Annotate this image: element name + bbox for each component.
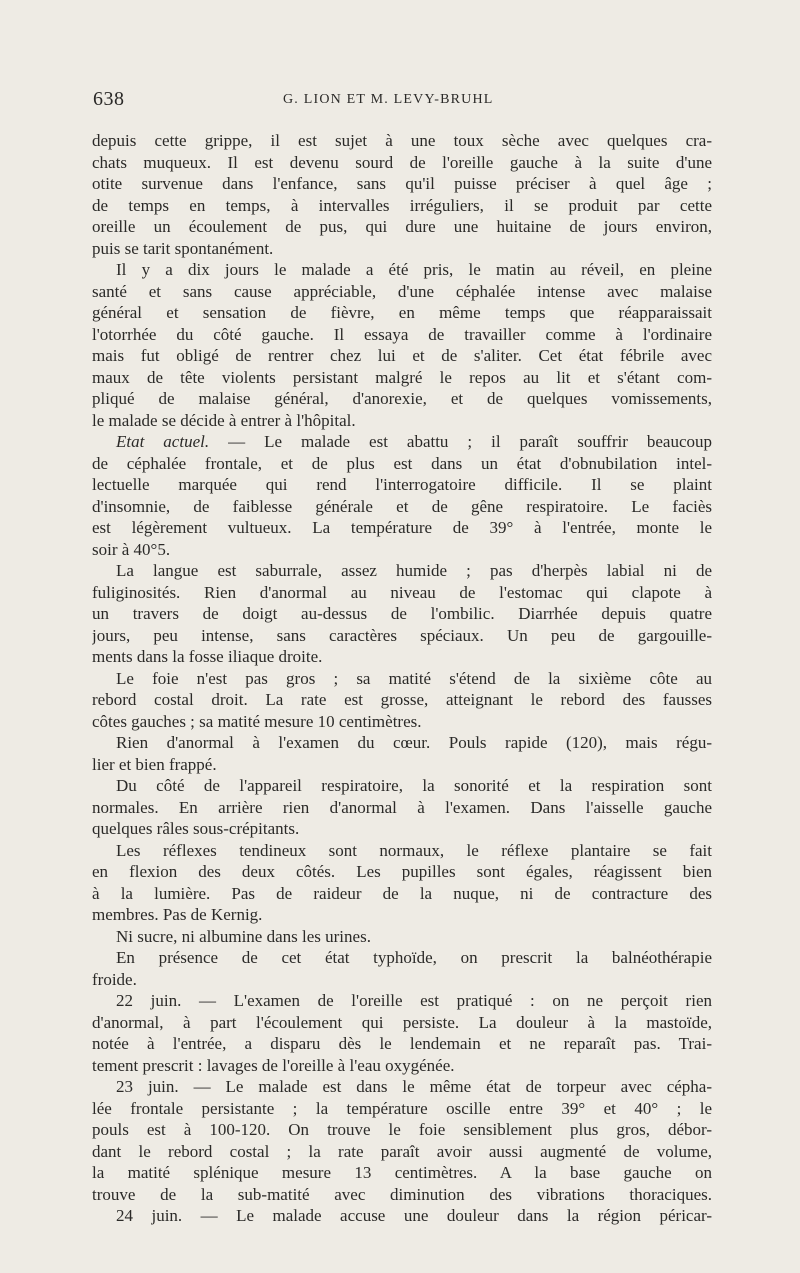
text-line [92,603,712,625]
text-line [92,560,712,582]
text-line [92,818,712,840]
text-line [92,969,712,991]
text-line-content: le malade se décide à entrer à l'hôpital. [92,410,356,430]
section-heading-italic: Etat actuel. [116,432,210,451]
text-line [92,1033,712,1055]
text-line-content: tement prescrit : lavages de l'oreille à l'eau oxygénée. [92,1055,455,1075]
text-line [92,732,712,754]
text-line [92,1184,712,1206]
text-line-content: est légèrement vultueux. La température de 39° à l'entrée, monte le [92,518,712,537]
text-line-content: maux de tête violents persistant malgré le repos au lit et s'étant com- [92,367,712,387]
text-line [92,431,712,453]
text-line [92,517,712,539]
text-line-content: La langue est saburrale, assez humide ; pas d'herpès labial ni de [116,561,712,580]
text-line-content: la matité splénique mesure 13 centimètres. A la base gauche on [92,1163,712,1182]
text-line-content: membres. Pas de Kernig. [92,905,263,924]
text-line [92,689,712,711]
text-line-content: froide. [92,969,137,989]
text-line-content: Il y a dix jours le malade a été pris, le matin au réveil, en pleine [116,260,712,279]
text-line [92,238,712,260]
text-line-content: en flexion des deux côtés. Les pupilles sont égales, réagissent bien [92,862,712,881]
text-line [92,775,712,797]
text-line [92,926,712,948]
text-line [92,1098,712,1120]
text-line-content: soir à 40°5. [92,539,171,559]
text-line [92,582,712,604]
text-line [92,1119,712,1141]
text-line [92,883,712,905]
text-line [92,625,712,647]
text-line-content: 23 juin. — Le malade est dans le même état de torpeur avec cépha- [116,1077,712,1096]
text-line [92,840,712,862]
running-head: G. LION ET M. LEVY-BRUHL [283,92,494,107]
text-line [92,410,712,432]
text-line [92,797,712,819]
text-line [92,1055,712,1077]
text-line-content: un travers de doigt au-dessus de l'ombilic. Diarrhée depuis quatre [92,604,712,623]
text-line-content: Du côté de l'appareil respiratoire, la sonorité et la respiration sont [116,776,712,795]
text-line [92,646,712,668]
text-line [92,367,712,389]
text-line-content: d'insomnie, de faiblesse générale et de gêne respiratoire. Le faciès [92,496,712,516]
text-line-content: côtes gauches ; sa matité mesure 10 centimètres. [92,711,422,731]
text-line-content: Rien d'anormal à l'examen du cœur. Pouls rapide (120), mais régu- [116,733,712,752]
text-line-content: 24 juin. — Le malade accuse une douleur dans la région péricar- [116,1206,712,1225]
text-line-content: 22 juin. — L'examen de l'oreille est pratiqué : on ne perçoit rien [116,991,712,1010]
text-line [92,388,712,410]
text-line [92,947,712,969]
text-line-content: trouve de la sub-matité avec diminution des vibrations thoraciques. [92,1184,712,1204]
text-line-content: ments dans la fosse iliaque droite. [92,647,323,666]
text-line-content: pouls est à 100-120. On trouve le foie sensiblement plus gros, débor- [92,1120,712,1139]
text-line-content: mais fut obligé de rentrer chez lui et de s'aliter. Cet état fébrile avec [92,346,712,365]
text-line [92,195,712,217]
text-line-content: à la lumière. Pas de raideur de la nuque, ni de contracture des [92,883,712,903]
text-line [92,130,712,152]
text-line-content: Ni sucre, ni albumine dans les urines. [116,926,371,946]
text-line [92,1076,712,1098]
text-line-content: — Le malade est abattu ; il paraît souffrir beaucoup [209,432,712,451]
text-line [92,453,712,475]
page-number: 638 [93,88,125,110]
text-line [92,281,712,303]
text-line-content: l'otorrhée du côté gauche. Il essaya de travailler comme à l'ordinaire [92,324,712,344]
text-line [92,152,712,174]
text-line-content: général et sensation de fièvre, en même temps que réapparaissait [92,303,712,322]
text-line [92,496,712,518]
text-line [92,904,712,926]
text-line-content: otite survenue dans l'enfance, sans qu'il puisse préciser à quel âge ; [92,174,712,193]
text-line [92,345,712,367]
text-line-content: lier et bien frappé. [92,754,217,774]
text-line [92,1012,712,1034]
text-line-content: En présence de cet état typhoïde, on prescrit la balnéothérapie [116,948,712,967]
text-line-content: Les réflexes tendineux sont normaux, le réflexe plantaire se fait [116,840,712,860]
text-line [92,754,712,776]
text-line [92,302,712,324]
text-line-content: lectuelle marquée qui rend l'interrogatoire difficile. Il se plaint [92,475,712,494]
text-line-content: pliqué de malaise général, d'anorexie, et de quelques vomissements, [92,389,712,408]
text-line-content: quelques râles sous-crépitants. [92,819,300,838]
text-line-content: dant le rebord costal ; la rate paraît avoir aussi augmenté de volume, [92,1141,712,1161]
text-line [92,711,712,733]
text-line [92,259,712,281]
text-line-content: oreille un écoulement de pus, qui dure une huitaine de jours environ, [92,217,712,236]
text-line [92,861,712,883]
text-line [92,539,712,561]
text-line-content: notée à l'entrée, a disparu dès le lendemain et ne reparaît pas. Trai- [92,1034,712,1053]
text-line-content: lée frontale persistante ; la température oscille entre 39° et 40° ; le [92,1098,712,1118]
text-line-content: chats muqueux. Il est devenu sourd de l'oreille gauche à la suite d'une [92,152,712,172]
text-line-content: jours, peu intense, sans caractères spéciaux. Un peu de gargouille- [92,625,712,645]
text-line-content: d'anormal, à part l'écoulement qui persiste. La douleur à la mastoïde, [92,1012,712,1032]
text-line [92,474,712,496]
text-line-content: depuis cette grippe, il est sujet à une toux sèche avec quelques cra- [92,131,712,150]
text-line [92,216,712,238]
text-line [92,990,712,1012]
text-line [92,324,712,346]
text-line [92,1141,712,1163]
text-line [92,1205,712,1227]
text-line [92,1162,712,1184]
text-line-content: normales. En arrière rien d'anormal à l'examen. Dans l'aisselle gauche [92,797,712,817]
text-line-content: de céphalée frontale, et de plus est dans un état d'obnubilation intel- [92,453,712,473]
body-text [92,130,712,1227]
text-line-content: puis se tarit spontanément. [92,238,274,258]
text-line [92,173,712,195]
text-line-content: fuliginosités. Rien d'anormal au niveau de l'estomac qui clapote à [92,582,712,602]
text-line-content: de temps en temps, à intervalles irréguliers, il se produit par cette [92,195,712,215]
page-header [93,88,713,118]
text-line [92,668,712,690]
text-line-content: rebord costal droit. La rate est grosse, atteignant le rebord des fausses [92,690,712,709]
text-line-content: Le foie n'est pas gros ; sa matité s'étend de la sixième côte au [116,668,712,688]
text-line-content: santé et sans cause appréciable, d'une céphalée intense avec malaise [92,281,712,301]
